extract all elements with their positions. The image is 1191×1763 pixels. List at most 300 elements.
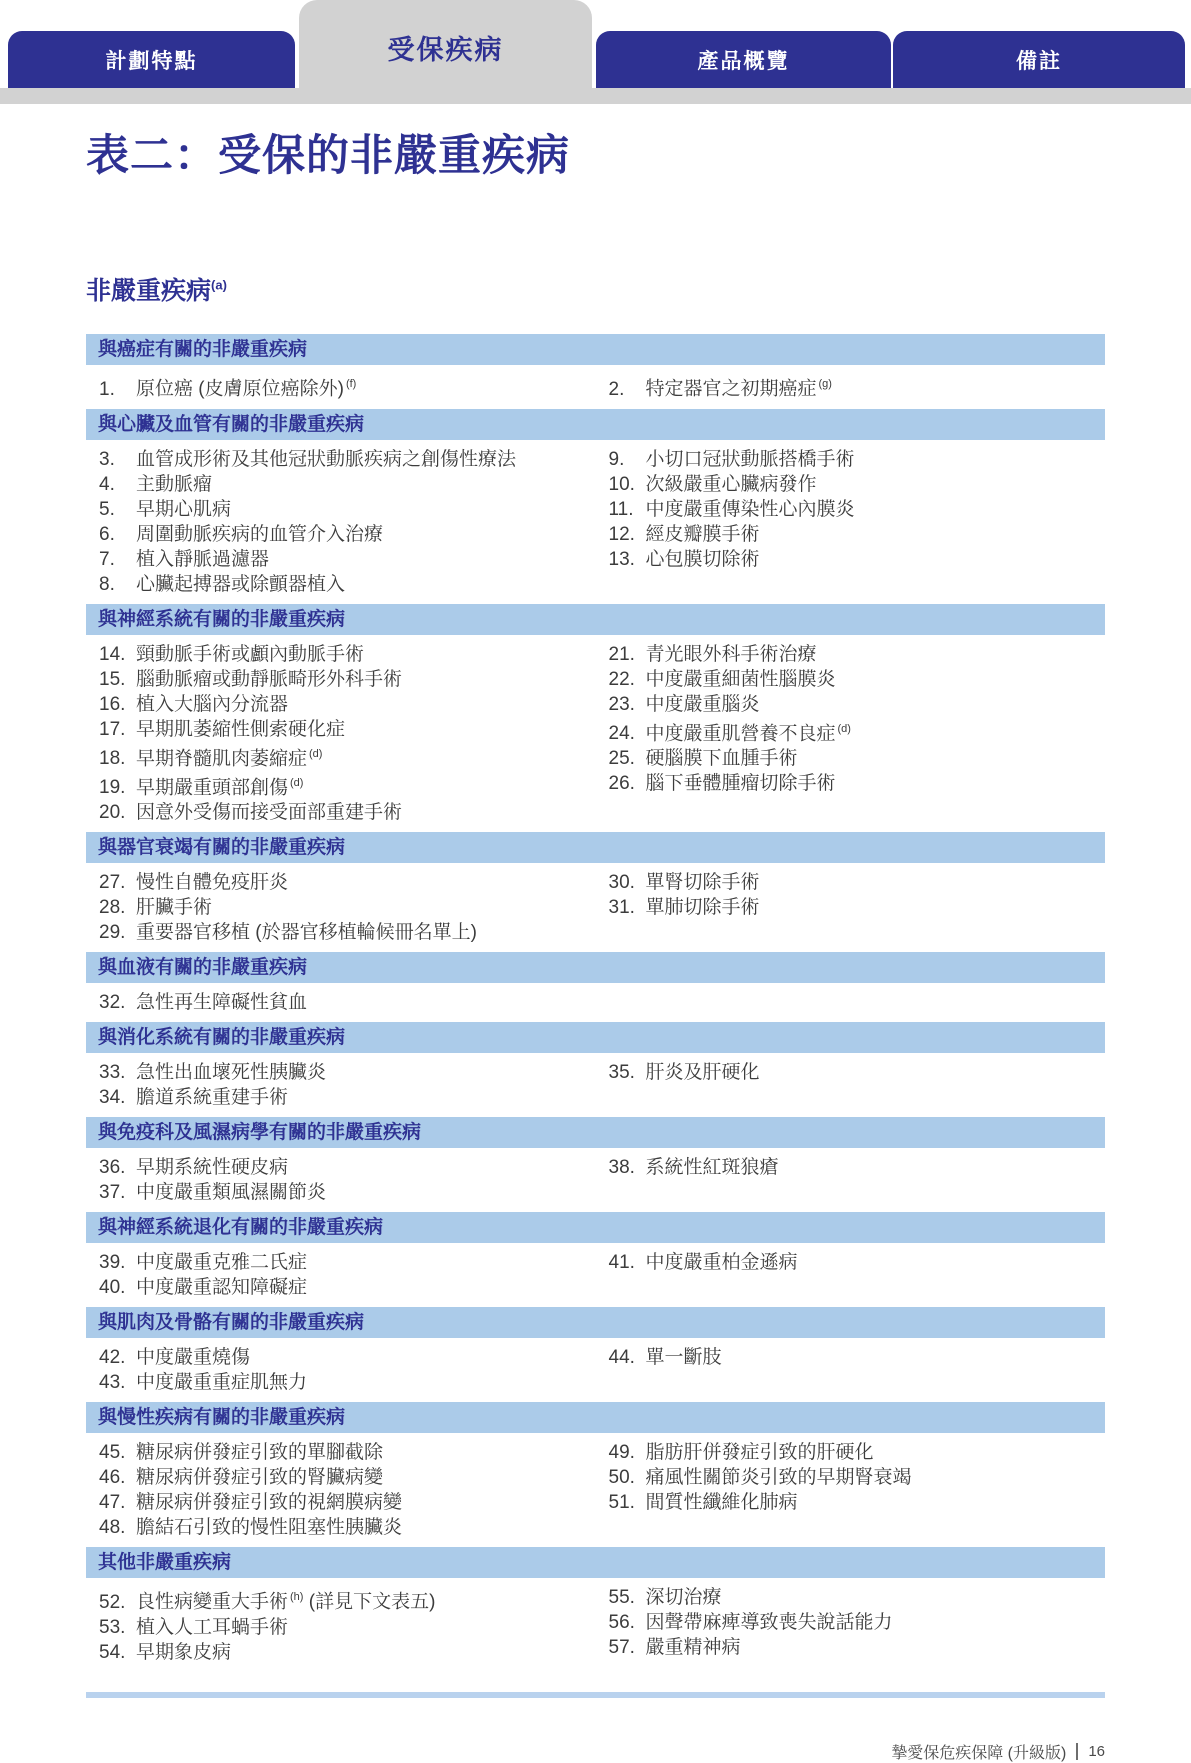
item-text [136,1515,402,1540]
item-text [646,497,855,522]
item-text [136,572,345,597]
item-label: 硬腦膜下血腫手術 [645,748,798,770]
illness-item [86,990,596,1015]
item-text [136,1370,307,1395]
item-number: 44. [608,1347,635,1369]
item-label: 因意外受傷而接受面部重建手術 [136,802,403,824]
item-label: 肝炎及肝硬化 [645,1062,760,1084]
item-text [136,642,364,667]
illness-item [596,547,1106,572]
category-header: 與神經系統退化有關的非嚴重疾病 [86,1212,1105,1243]
right-column [596,1345,1106,1395]
item-text [646,642,817,667]
illness-item [86,1370,596,1395]
item-number: 39. [99,1252,126,1274]
item-number: 16. [99,693,126,715]
illness-item [86,572,596,597]
item-number: 10. [608,473,635,495]
illness-category [86,1402,1105,1547]
item-number: 48. [99,1517,126,1539]
item-number: 56. [608,1612,635,1634]
item-footnote: (h) [290,1591,304,1604]
item-text [646,1440,874,1465]
category-columns [86,1148,1105,1212]
item-number: 32. [99,992,126,1014]
tab-strip [0,88,1191,104]
item-number: 22. [608,668,635,690]
illness-item [596,1155,1106,1180]
item-text [136,771,303,800]
category-columns [86,1578,1105,1671]
category-header: 與肌肉及骨骼有關的非嚴重疾病 [86,1307,1105,1338]
item-number: 20. [99,802,126,824]
page-body [0,132,1191,1763]
illness-item [86,667,596,692]
right-column [596,1440,1106,1540]
item-text [646,1635,741,1660]
item-text [136,1085,288,1110]
category-header: 與免疫科及風濕病學有關的非嚴重疾病 [86,1117,1105,1148]
item-label: 植入靜脈過濾器 [136,548,270,570]
illness-item [86,742,596,771]
illness-item [86,870,596,895]
item-number: 2. [608,378,625,400]
illness-table [86,334,1105,1671]
item-label: 早期嚴重頭部創傷 [136,777,289,799]
item-number: 41. [608,1252,635,1274]
illness-item [596,1585,1106,1610]
left-column [86,1155,596,1205]
illness-item [86,800,596,825]
item-label: 頸動脈手術或顱內動脈手術 [136,643,365,665]
item-label: 膽結石引致的慢性阻塞性胰臟炎 [136,1517,403,1539]
item-label: 早期心肌病 [136,498,232,520]
tab-product-overview[interactable]: 產品概覽 [596,31,891,88]
illness-item [596,1635,1106,1660]
item-number: 30. [608,872,635,894]
item-number: 46. [99,1467,126,1489]
right-column [596,1585,1106,1664]
illness-item [86,1490,596,1515]
illness-item [596,1250,1106,1275]
item-number: 3. [99,448,115,470]
illness-item [86,497,596,522]
item-number: 14. [99,643,126,665]
category-columns [86,440,1105,604]
item-text [136,547,269,572]
item-text [136,1640,231,1665]
item-label: 腦下垂體腫瘤切除手術 [645,773,836,795]
illness-item [86,1155,596,1180]
product-name: 摯愛保危疾保障 (升級版) [891,1744,1067,1762]
category-columns [86,365,1105,408]
item-text [646,746,798,771]
item-number: 29. [99,922,126,944]
item-label: 特定器官之初期癌症 [645,378,817,400]
item-text [646,771,836,796]
item-number: 24. [608,723,635,745]
illness-item [86,372,596,401]
item-label: 早期脊髓肌肉萎縮症 [136,748,308,770]
item-label: 次級嚴重心臟病發作 [645,473,817,495]
illness-item [86,692,596,717]
right-column [596,1250,1106,1300]
illness-item [596,1345,1106,1370]
item-label: 單一斷肢 [645,1347,722,1369]
item-text [646,1610,893,1635]
right-column [596,447,1106,597]
item-number: 31. [608,897,635,919]
item-label: 原位癌 (皮膚原位癌除外) [136,378,344,400]
item-text [136,800,402,825]
category-columns [86,983,1105,1022]
item-footnote: (d) [309,747,323,760]
item-label: 急性出血壞死性胰臟炎 [136,1062,327,1084]
item-label: 植入大腦內分流器 [136,693,289,715]
item-label: 中度嚴重燒傷 [136,1347,251,1369]
item-label: 心臟起搏器或除顫器植入 [136,573,346,595]
item-text [646,667,836,692]
item-text [136,1345,250,1370]
right-column [596,372,1106,401]
item-label: 血管成形術及其他冠狀動脈疾病之創傷性療法 [136,448,517,470]
item-text [646,372,832,401]
item-number: 38. [608,1157,635,1179]
illness-item [86,895,596,920]
item-text [646,692,760,717]
item-text [136,870,288,895]
item-text [136,472,212,497]
left-column [86,1250,596,1300]
item-number: 53. [99,1616,126,1638]
item-label: 經皮瓣膜手術 [645,523,760,545]
section-heading [86,271,1105,307]
illness-item [86,1345,596,1370]
footer-divider [1076,1743,1078,1760]
item-number: 25. [608,748,635,770]
item-text [136,990,307,1015]
item-number: 1. [99,378,115,400]
illness-item [596,447,1106,472]
item-text [136,1180,326,1205]
item-number: 11. [608,498,634,520]
item-label: 糖尿病併發症引致的單腳截除 [136,1442,384,1464]
illness-item [596,692,1106,717]
item-text [136,1440,383,1465]
item-label: 腦動脈瘤或動靜脈畸形外科手術 [136,668,403,690]
illness-item [596,1610,1106,1635]
item-text [136,1585,435,1614]
item-text [646,870,760,895]
item-number: 51. [608,1492,635,1514]
illness-category [86,1117,1105,1212]
item-text [136,920,477,945]
illness-item [86,642,596,667]
item-number: 47. [99,1492,126,1514]
illness-item [86,717,596,742]
illness-item [86,1250,596,1275]
illness-item [596,895,1106,920]
item-label: 深切治療 [645,1587,722,1609]
item-number: 57. [608,1637,635,1659]
right-column [596,870,1106,945]
category-header: 與慢性疾病有關的非嚴重疾病 [86,1402,1105,1433]
item-label: 中度嚴重腦炎 [645,693,760,715]
item-label: 因聲帶麻痺導致喪失說話能力 [645,1612,893,1634]
tab-plan-features[interactable]: 計劃特點 [8,31,295,88]
item-number: 34. [99,1087,126,1109]
item-text [136,1060,326,1085]
illness-item [596,472,1106,497]
illness-item [596,1060,1106,1085]
illness-category [86,604,1105,833]
item-label: 間質性纖維化肺病 [645,1492,798,1514]
category-header: 與神經系統有關的非嚴重疾病 [86,604,1105,635]
category-columns [86,863,1105,952]
item-footnote: (g) [818,378,832,391]
illness-item [86,1060,596,1085]
left-column [86,1345,596,1395]
category-header: 與心臟及血管有關的非嚴重疾病 [86,409,1105,440]
item-number: 17. [99,718,126,740]
item-label: 中度嚴重重症肌無力 [136,1372,308,1394]
illness-item [596,522,1106,547]
illness-item [86,920,596,945]
item-label: 痛風性關節炎引致的早期腎衰竭 [645,1467,912,1489]
illness-category [86,1022,1105,1117]
item-text [136,667,402,692]
item-number: 52. [99,1591,126,1613]
item-text [136,1465,383,1490]
item-label: 糖尿病併發症引致的視網膜病變 [136,1492,403,1514]
item-number: 35. [608,1062,635,1084]
item-label: 慢性自體免疫肝炎 [136,872,289,894]
item-text [646,447,855,472]
item-label: 系統性紅斑狼瘡 [645,1157,779,1179]
tab-covered-illness[interactable]: 受保疾病 [299,0,592,104]
item-number: 5. [99,498,115,520]
page-number: 16 [1088,1742,1105,1760]
illness-item [86,1640,596,1665]
category-columns [86,1243,1105,1307]
illness-item [596,717,1106,746]
item-label: 脂肪肝併發症引致的肝硬化 [645,1442,874,1464]
illness-item [86,1440,596,1465]
item-label: 青光眼外科手術治療 [645,643,817,665]
left-column [86,990,596,1015]
item-number: 54. [99,1641,126,1663]
category-header: 與血液有關的非嚴重疾病 [86,952,1105,983]
illness-category [86,1307,1105,1402]
item-number: 37. [99,1182,126,1204]
item-text [646,1465,912,1490]
item-number: 8. [99,573,115,595]
illness-item [86,472,596,497]
item-label: 嚴重精神病 [645,1637,741,1659]
item-text [136,372,356,401]
item-label: 早期肌萎縮性側索硬化症 [136,718,346,740]
item-label: 單肺切除手術 [645,897,760,919]
category-columns [86,1053,1105,1117]
category-header: 與癌症有關的非嚴重疾病 [86,334,1105,365]
page-footer [86,1740,1105,1763]
item-number: 18. [99,748,126,770]
section-heading-footnote: (a) [211,278,227,294]
illness-category [86,1212,1105,1307]
item-text [136,1155,288,1180]
item-text [136,895,212,920]
illness-item [596,870,1106,895]
left-column [86,372,596,401]
page-title: 表二：受保的非嚴重疾病 [86,132,570,180]
category-columns [86,635,1105,833]
item-text [646,1345,722,1370]
tab-remarks[interactable]: 備註 [893,31,1185,88]
left-column [86,1440,596,1540]
category-header: 與器官衰竭有關的非嚴重疾病 [86,832,1105,863]
item-text [136,1250,307,1275]
item-text [646,1060,760,1085]
left-column [86,447,596,597]
right-column [596,1060,1106,1110]
illness-item [86,1465,596,1490]
item-label: 心包膜切除術 [645,548,760,570]
illness-item [596,1490,1106,1515]
item-number: 26. [608,773,635,795]
item-label: 小切口冠狀動脈搭橋手術 [645,448,855,470]
illness-item [86,771,596,800]
item-text [136,522,383,547]
illness-category [86,1547,1105,1671]
item-label: 中度嚴重細菌性腦膜炎 [645,668,836,690]
illness-category [86,409,1105,604]
item-text [136,497,231,522]
item-text [646,547,760,572]
item-label: 中度嚴重類風濕關節炎 [136,1182,327,1204]
category-header: 其他非嚴重疾病 [86,1547,1105,1578]
item-number: 28. [99,897,126,919]
category-columns [86,1433,1105,1547]
item-number: 36. [99,1157,126,1179]
item-text [136,447,516,472]
item-text [646,1155,779,1180]
item-text [136,1275,307,1300]
illness-category [86,334,1105,408]
item-number: 7. [99,548,115,570]
item-label: 急性再生障礙性貧血 [136,992,308,1014]
illness-item [86,1180,596,1205]
illness-item [86,1275,596,1300]
item-footnote: (f) [345,378,357,391]
bottom-divider [86,1692,1105,1698]
illness-item [86,547,596,572]
item-number: 15. [99,668,126,690]
item-number: 19. [99,777,126,799]
item-label: 糖尿病併發症引致的腎臟病變 [136,1467,384,1489]
item-footnote: (d) [837,722,851,735]
item-number: 49. [608,1442,635,1464]
illness-item [86,1615,596,1640]
illness-item [86,447,596,472]
item-text [136,1615,288,1640]
item-label: 主動脈瘤 [136,473,213,495]
item-text [136,717,345,742]
category-header: 與消化系統有關的非嚴重疾病 [86,1022,1105,1053]
illness-item [596,746,1106,771]
tab-bar [0,0,1191,104]
item-number: 40. [99,1277,126,1299]
item-label: 中度嚴重克雅二氏症 [136,1252,308,1274]
illness-item [86,1515,596,1540]
illness-item [86,1585,596,1614]
item-number: 21. [608,643,635,665]
item-number: 9. [608,448,625,470]
item-text [646,522,760,547]
illness-item [596,642,1106,667]
item-label-suffix: (詳見下文表五) [303,1591,436,1613]
item-number: 6. [99,523,115,545]
item-text [136,692,288,717]
right-column [596,990,1106,1015]
item-label: 良性病變重大手術 [136,1591,289,1613]
item-text [136,1490,402,1515]
item-number: 43. [99,1372,126,1394]
illness-item [596,771,1106,796]
item-number: 23. [608,693,635,715]
item-label: 早期系統性硬皮病 [136,1157,289,1179]
illness-item [596,1465,1106,1490]
right-column [596,642,1106,826]
item-number: 4. [99,473,115,495]
item-text [136,742,322,771]
item-number: 55. [608,1587,635,1609]
item-number: 12. [608,523,635,545]
section-heading-text: 非嚴重疾病 [86,277,212,306]
illness-category [86,952,1105,1022]
left-column [86,642,596,826]
item-label: 植入人工耳蝸手術 [136,1616,289,1638]
left-column [86,1585,596,1664]
category-columns [86,1338,1105,1402]
item-footnote: (d) [290,777,304,790]
illness-category [86,832,1105,952]
item-text [646,1250,798,1275]
item-number: 13. [608,548,635,570]
illness-item [596,1440,1106,1465]
illness-item [596,497,1106,522]
illness-item [596,372,1106,401]
item-text [646,717,851,746]
item-text [646,1585,722,1610]
item-label: 早期象皮病 [136,1641,232,1663]
item-label: 中度嚴重柏金遜病 [645,1252,798,1274]
item-label: 肝臟手術 [136,897,213,919]
item-text [646,1490,798,1515]
item-label: 中度嚴重傳染性心內膜炎 [645,498,855,520]
item-label: 中度嚴重肌營養不良症 [645,723,836,745]
item-number: 50. [608,1467,635,1489]
illness-item [86,1085,596,1110]
item-text [646,895,760,920]
left-column [86,1060,596,1110]
item-label: 重要器官移植 (於器官移植輪候冊名單上) [136,922,477,944]
item-label: 周圍動脈疾病的血管介入治療 [136,523,384,545]
illness-item [86,522,596,547]
left-column [86,870,596,945]
item-label: 膽道系統重建手術 [136,1087,289,1109]
item-label: 單腎切除手術 [645,872,760,894]
item-number: 27. [99,872,126,894]
